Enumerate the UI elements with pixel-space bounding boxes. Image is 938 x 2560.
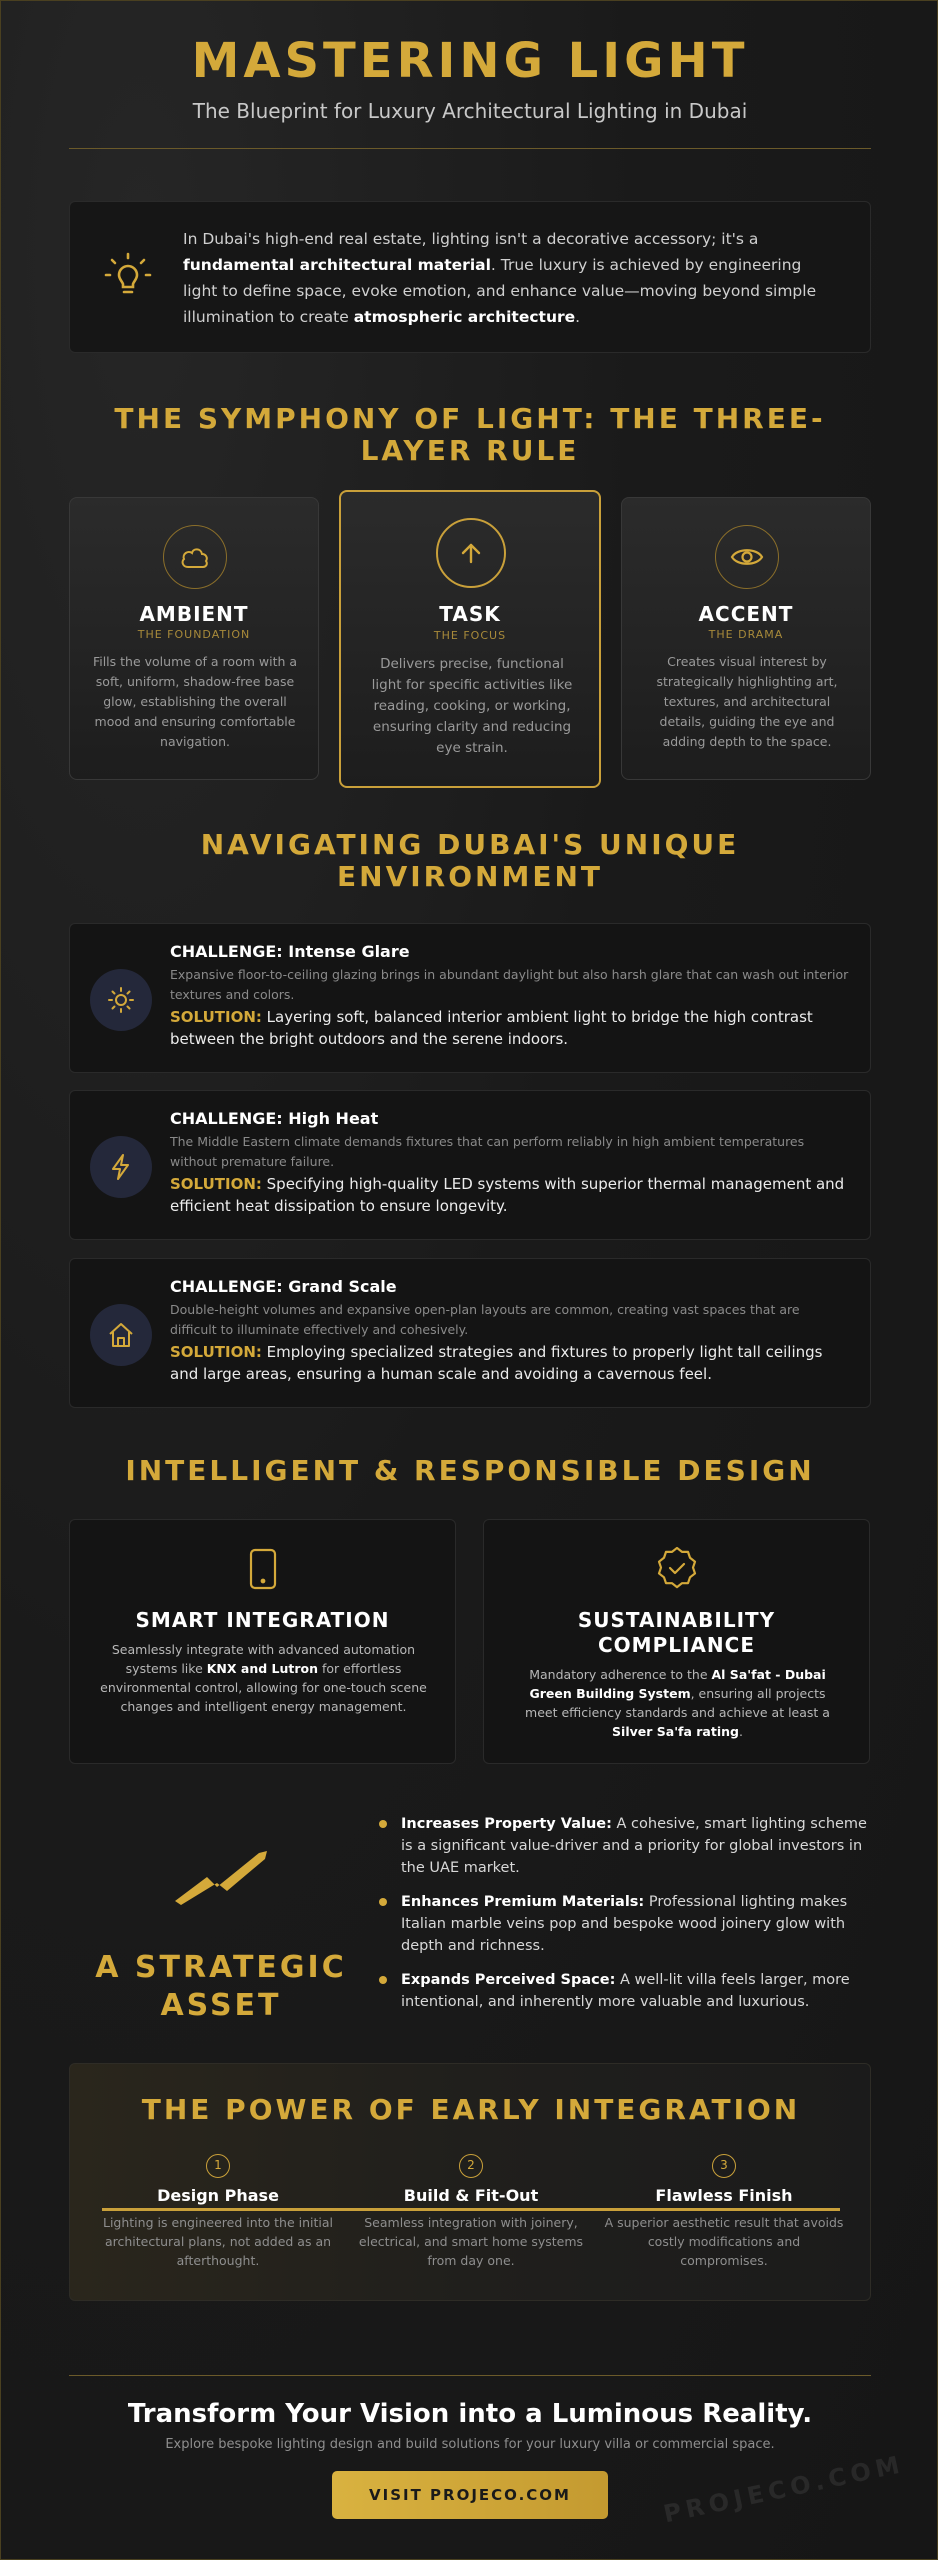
layer-subtitle: THE FOCUS bbox=[433, 629, 507, 642]
page-title: MASTERING LIGHT bbox=[191, 33, 749, 89]
intelligent-heading: INTELLIGENT & RESPONSIBLE DESIGN bbox=[125, 1454, 815, 1487]
challenge-card-glare bbox=[69, 923, 871, 1073]
early-integration-panel bbox=[69, 2063, 871, 2301]
layer-card-ambient bbox=[69, 497, 319, 780]
bullet-dot bbox=[379, 1820, 387, 1828]
layers-heading: THE SYMPHONY OF LIGHT: THE THREE- LAYER RULE bbox=[114, 402, 826, 467]
intro-bold-1: fundamental architectural material bbox=[183, 256, 491, 274]
bullet-dot bbox=[379, 1898, 387, 1906]
visit-site-button[interactable]: VISIT PROJECO.COM bbox=[332, 2471, 608, 2519]
challenge-description: Double-height volumes and expansive open-plan layouts are common, creating vast spaces that are difficult to illuminate effectively and cohesively. bbox=[170, 1302, 800, 1337]
badge-check-icon bbox=[655, 1546, 699, 1594]
challenge-description: Expansive floor-to-ceiling glazing brings in abundant daylight but also harsh glare that can wash out interior textures and colors. bbox=[170, 967, 849, 1002]
step-title: Design Phase bbox=[157, 2186, 279, 2205]
sustainability-card bbox=[483, 1519, 870, 1764]
intro-panel bbox=[69, 201, 871, 353]
smart-integration-card bbox=[69, 1519, 456, 1764]
challenge-card-scale bbox=[69, 1258, 871, 1408]
layer-description: Delivers precise, functional light for specific activities like reading, cooking, or working, ensuring clarity and reducing eye strain. bbox=[371, 656, 573, 756]
challenge-description: The Middle Eastern climate demands fixtures that can perform reliably in high ambient temperatures without premature failure. bbox=[170, 1134, 805, 1169]
trend-arrow-icon bbox=[173, 1849, 269, 1909]
challenge-title: CHALLENGE: High Heat bbox=[170, 1109, 379, 1128]
intro-bold-2: atmospheric architecture bbox=[353, 308, 576, 326]
layer-description: Fills the volume of a room with a soft, uniform, shadow-free base glow, establishing the overall mood and ensuring comfortable navigation. bbox=[92, 654, 298, 749]
layer-title: AMBIENT bbox=[139, 602, 249, 626]
step-number: 1 bbox=[206, 2154, 230, 2178]
step-title: Flawless Finish bbox=[655, 2186, 793, 2205]
step-description: Seamless integration with joinery, electrical, and smart home systems from day one. bbox=[358, 2215, 584, 2268]
layer-subtitle: THE FOUNDATION bbox=[137, 628, 251, 641]
challenge-solution: SOLUTION: Layering soft, balanced interior ambient light to bridge the high contrast between the bright outdoors and the serene indoors. bbox=[170, 1008, 813, 1048]
smartphone-icon bbox=[246, 1548, 280, 1594]
step-number: 2 bbox=[459, 2154, 483, 2178]
cta-divider bbox=[69, 2375, 871, 2376]
lightning-icon bbox=[90, 1136, 152, 1198]
challenge-title: CHALLENGE: Intense Glare bbox=[170, 942, 410, 961]
challenge-solution: SOLUTION: Employing specialized strategies and fixtures to properly light tall ceilings and large areas, ensuring a human scale and avoiding a cavernous feel. bbox=[170, 1343, 823, 1383]
step-description: A superior aesthetic result that avoids costly modifications and compromises. bbox=[604, 2215, 844, 2268]
eye-icon bbox=[715, 525, 779, 589]
layer-title: TASK bbox=[439, 602, 501, 626]
arrow-up-icon bbox=[436, 518, 506, 588]
home-icon bbox=[90, 1304, 152, 1366]
strategic-asset-title: A STRATEGIC ASSET bbox=[95, 1950, 347, 2023]
cta-title: Transform Your Vision into a Luminous Reality. bbox=[127, 2399, 813, 2429]
sun-icon bbox=[90, 969, 152, 1031]
step-description: Lighting is engineered into the initial architectural plans, not added as an afterthought. bbox=[102, 2215, 334, 2268]
intro-text: In Dubai's high-end real estate, lighting isn't a decorative accessory; it's a fundamental architectural material. True luxury is achieved by engineering light to define space, evoke emotion, and enhance value—moving beyond simple illumination to create atmospheric architecture. bbox=[183, 230, 817, 326]
layer-description: Creates visual interest by strategically highlighting art, textures, and architectural details, guiding the eye and adding depth to the space. bbox=[656, 654, 838, 749]
challenge-card-heat bbox=[69, 1090, 871, 1240]
step-number: 3 bbox=[712, 2154, 736, 2178]
layer-card-task bbox=[339, 490, 601, 788]
feature-description: Seamlessly integrate with advanced automation systems like KNX and Lutron for effortless environmental control, allowing for one-touch scene changes and intelligent energy management. bbox=[100, 1642, 427, 1714]
cloud-icon bbox=[163, 525, 227, 589]
benefit-item: Increases Property Value: A cohesive, smart lighting scheme is a significant value-driver and a priority for global investors in the UAE market. bbox=[401, 1813, 871, 1879]
bullet-dot bbox=[379, 1976, 387, 1984]
layer-subtitle: THE DRAMA bbox=[708, 628, 784, 641]
header-divider bbox=[69, 148, 871, 149]
benefit-item: Enhances Premium Materials: Professional lighting makes Italian marble veins pop and bespoke wood joinery glow with depth and richness. bbox=[401, 1891, 871, 1957]
challenge-solution: SOLUTION: Specifying high-quality LED systems with superior thermal management and efficient heat dissipation to ensure longevity. bbox=[170, 1175, 845, 1215]
layer-title: ACCENT bbox=[698, 602, 794, 626]
watermark: PROJECO.COM bbox=[661, 2449, 907, 2529]
timeline-line bbox=[102, 2208, 840, 2211]
feature-title: SMART INTEGRATION bbox=[135, 1608, 390, 1632]
environment-heading: NAVIGATING DUBAI'S UNIQUE ENVIRONMENT bbox=[200, 828, 740, 893]
challenge-title: CHALLENGE: Grand Scale bbox=[170, 1277, 397, 1296]
layer-card-accent bbox=[621, 497, 871, 780]
feature-title: SUSTAINABILITY COMPLIANCE bbox=[577, 1608, 776, 1657]
feature-description: Mandatory adherence to the Al Sa'fat - Dubai Green Building System, ensuring all projects meet efficiency standards and achieve at least a Silver Sa'fa rating. bbox=[525, 1667, 830, 1739]
page-subtitle: The Blueprint for Luxury Architectural Lighting in Dubai bbox=[192, 99, 748, 123]
lightbulb-icon bbox=[100, 248, 156, 304]
cta-subtitle: Explore bespoke lighting design and build solutions for your luxury villa or commercial space. bbox=[165, 2437, 775, 2452]
step-title: Build & Fit-Out bbox=[403, 2186, 539, 2205]
benefit-item: Expands Perceived Space: A well-lit villa feels larger, more intentional, and inherently more valuable and luxurious. bbox=[401, 1969, 871, 2013]
early-integration-heading: THE POWER OF EARLY INTEGRATION bbox=[141, 2093, 801, 2126]
